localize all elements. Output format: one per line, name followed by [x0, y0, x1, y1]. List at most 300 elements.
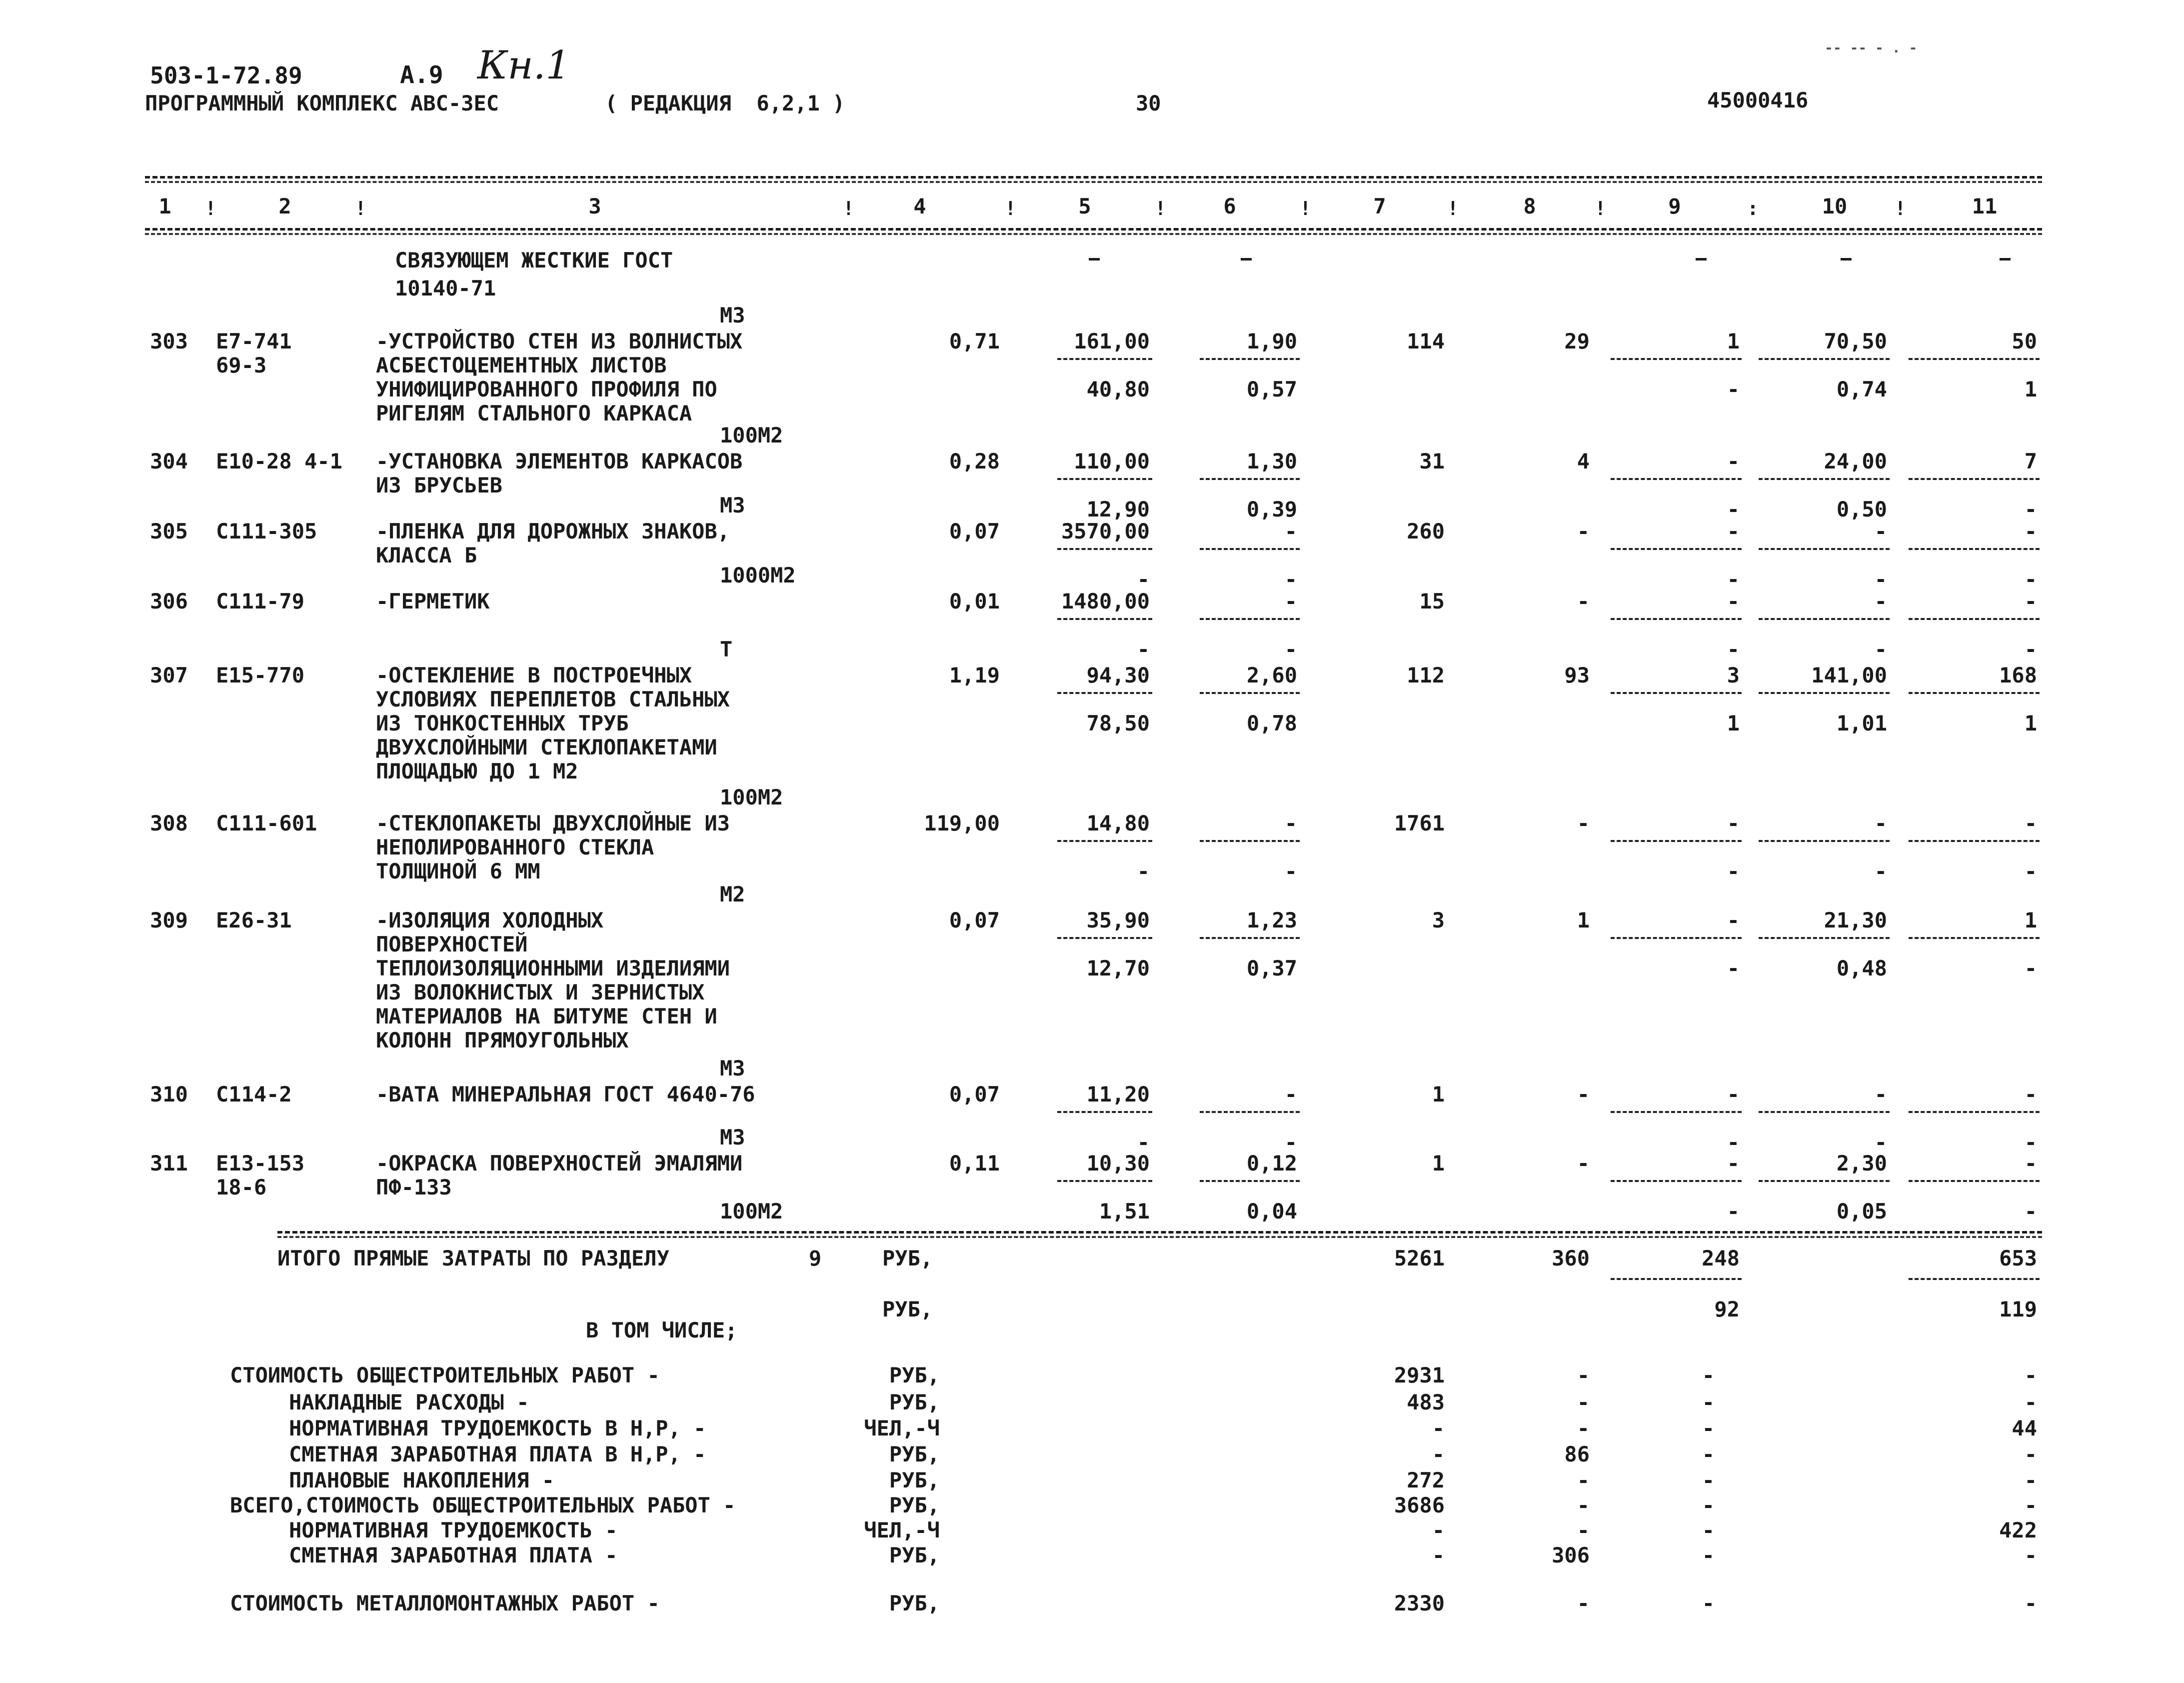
row-description: -ВАТА МИНЕРАЛЬНАЯ ГОСТ 4640-76	[376, 1082, 755, 1106]
cell-col-5: 161,00	[1074, 329, 1150, 354]
col-separator: !	[205, 198, 216, 220]
col-header-9: 9	[1668, 194, 1681, 218]
col-separator: !	[1895, 198, 1906, 220]
cell-wage-col-5: 78,50	[1086, 711, 1150, 736]
table-top-rule	[145, 176, 2042, 178]
split-line	[1611, 548, 1742, 550]
empty-dash	[1241, 258, 1252, 260]
col-header-3: 3	[588, 194, 601, 218]
split-line	[1909, 937, 2040, 939]
cell-col-7: 1761	[1394, 811, 1445, 836]
cell-wage-col-9: 1	[1727, 711, 1740, 736]
summary-col9: -	[1702, 1416, 1715, 1440]
cell-quantity: 0,07	[949, 1082, 1000, 1106]
split-line	[1909, 618, 2040, 620]
summary-label: ПЛАНОВЫЕ НАКОПЛЕНИЯ -	[289, 1468, 555, 1492]
summary-col11: -	[2024, 1468, 2037, 1492]
cell-col-6: -	[1284, 811, 1297, 836]
summary-col9: -	[1702, 1468, 1715, 1492]
cell-col-8: -	[1577, 1151, 1590, 1176]
summary-unit: РУБ,	[889, 1390, 940, 1414]
split-line	[1759, 840, 1890, 842]
row-unit: 100М2	[720, 1199, 783, 1224]
cell-col-9: -	[1727, 908, 1740, 932]
summary-col11: 44	[2012, 1416, 2037, 1440]
cell-col-11: -	[2024, 1082, 2037, 1106]
cell-col-9: -	[1727, 811, 1740, 836]
split-line	[1057, 937, 1152, 939]
split-line	[1611, 692, 1742, 694]
cell-quantity: 119,00	[924, 811, 1000, 836]
doc-number: 45000416	[1707, 88, 1809, 112]
row-description: РИГЕЛЯМ СТАЛЬНОГО КАРКАСА	[376, 401, 692, 426]
summary-col11: -	[2024, 1543, 2037, 1568]
cell-col-11: 1	[2024, 908, 2037, 932]
cell-col-7: 31	[1419, 449, 1445, 474]
cell-wage-col-11: -	[2024, 859, 2037, 884]
split-line	[1057, 358, 1152, 360]
col-header-8: 8	[1523, 194, 1536, 218]
split-line	[1057, 1111, 1152, 1113]
table-top-rule-2	[145, 181, 2042, 183]
cell-wage-col-10: 0,05	[1836, 1199, 1887, 1224]
summary-col7: 3686	[1394, 1493, 1445, 1518]
cell-wage-col-9: -	[1727, 1130, 1740, 1154]
cell-wage-col-6: 0,78	[1246, 711, 1297, 736]
cell-col-5: 94,30	[1086, 663, 1150, 688]
split-line	[1200, 937, 1300, 939]
row-number: 303	[150, 329, 188, 354]
split-line	[1057, 618, 1152, 620]
cell-wage-col-11: -	[2024, 1130, 2037, 1154]
totals-col9-wage: 92	[1714, 1297, 1740, 1322]
row-unit: 100М2	[720, 423, 783, 448]
summary-col9: -	[1702, 1390, 1715, 1414]
summary-col7: -	[1432, 1442, 1445, 1466]
col-separator: !	[1155, 198, 1166, 220]
col-header-10: 10	[1822, 194, 1848, 218]
split-line	[1909, 358, 2040, 360]
cell-wage-col-10: 0,48	[1836, 956, 1887, 980]
summary-col11: 422	[1999, 1518, 2037, 1542]
row-code: С114-2	[216, 1082, 292, 1106]
row-unit: М3	[720, 1125, 745, 1150]
row-description: ДВУХСЛОЙНЫМИ СТЕКЛОПАКЕТАМИ	[376, 735, 717, 760]
cell-col-6: 1,30	[1246, 449, 1297, 474]
cell-col-8: -	[1577, 811, 1590, 836]
summary-label: ВСЕГО,СТОИМОСТЬ ОБЩЕСТРОИТЕЛЬНЫХ РАБОТ -	[230, 1493, 736, 1518]
cell-wage-col-6: -	[1284, 859, 1297, 884]
cell-wage-col-10: -	[1874, 567, 1887, 592]
cell-col-5: 11,20	[1086, 1082, 1150, 1106]
summary-col8: -	[1577, 1591, 1590, 1616]
row-code-2: 69-3	[216, 353, 267, 378]
split-line	[1057, 548, 1152, 550]
split-line	[1759, 358, 1890, 360]
cell-quantity: 0,07	[949, 908, 1000, 932]
row-description: МАТЕРИАЛОВ НА БИТУМЕ СТЕН И	[376, 1004, 717, 1028]
row-number: 304	[150, 449, 188, 474]
row-description: -ИЗОЛЯЦИЯ ХОЛОДНЫХ	[376, 908, 604, 932]
cell-col-9: 3	[1727, 663, 1740, 688]
summary-col9: -	[1702, 1442, 1715, 1466]
cell-wage-col-11: -	[2024, 1199, 2037, 1224]
cell-col-11: -	[2024, 589, 2037, 614]
cell-wage-col-10: 0,74	[1836, 377, 1887, 402]
cell-wage-col-9: -	[1727, 1199, 1740, 1224]
cell-wage-col-5: 12,90	[1086, 497, 1150, 522]
row-description: НЕПОЛИРОВАННОГО СТЕКЛА	[376, 835, 654, 860]
col-header-11: 11	[1972, 194, 1998, 218]
row-code: С111-305	[216, 519, 317, 544]
cell-col-9: -	[1727, 1082, 1740, 1106]
col-separator: :	[1747, 198, 1759, 220]
row-number: 309	[150, 908, 188, 932]
row-description: -ОСТЕКЛЕНИЕ В ПОСТРОЕЧНЫХ	[376, 663, 692, 688]
split-line	[1909, 840, 2040, 842]
split-line	[1611, 1180, 1742, 1182]
row-description: ПОВЕРХНОСТЕЙ	[376, 932, 528, 956]
row-number: 308	[150, 811, 188, 836]
split-line	[1611, 618, 1742, 620]
cell-col-10: 2,30	[1836, 1151, 1887, 1176]
cell-col-6: 0,12	[1246, 1151, 1297, 1176]
row-code-2: 18-6	[216, 1175, 267, 1200]
row-code: Е10-28 4-1	[216, 449, 342, 474]
totals-unit: РУБ,	[882, 1246, 933, 1270]
cell-col-9: -	[1727, 589, 1740, 614]
row-code: С111-601	[216, 811, 317, 836]
row-code: Е13-153	[216, 1151, 305, 1176]
split-line	[1909, 478, 2040, 480]
cell-col-6: -	[1284, 589, 1297, 614]
program-name: ПРОГРАММНЫЙ КОМПЛЕКС АВС-3ЕС	[145, 91, 499, 116]
row-description: ТЕПЛОИЗОЛЯЦИОННЫМИ ИЗДЕЛИЯМИ	[376, 956, 730, 980]
summary-unit: РУБ,	[889, 1442, 940, 1466]
row-unit: Т	[720, 637, 733, 662]
cell-col-8: 29	[1564, 329, 1590, 354]
cell-wage-col-9: -	[1727, 859, 1740, 884]
continuation-text: 10140-71	[395, 276, 496, 300]
totals-top-rule	[277, 1231, 2042, 1234]
edition: ( РЕДАКЦИЯ 6,2,1 )	[605, 91, 845, 116]
cell-col-8: 93	[1564, 663, 1590, 688]
row-description: ИЗ ВОЛОКНИСТЫХ И ЗЕРНИСТЫХ	[376, 980, 705, 1004]
empty-dash	[2000, 258, 2011, 260]
empty-dash	[1841, 258, 1852, 260]
row-description: ИЗ ТОНКОСТЕННЫХ ТРУБ	[376, 711, 629, 736]
row-number: 311	[150, 1151, 188, 1176]
row-description: УНИФИЦИРОВАННОГО ПРОФИЛЯ ПО	[376, 377, 717, 402]
cell-col-11: -	[2024, 1151, 2037, 1176]
summary-label: НАКЛАДНЫЕ РАСХОДЫ -	[289, 1390, 529, 1414]
row-description: -ПЛЕНКА ДЛЯ ДОРОЖНЫХ ЗНАКОВ,	[376, 519, 730, 544]
col-separator: !	[843, 198, 854, 220]
cell-wage-col-9: -	[1727, 567, 1740, 592]
row-description: -ОКРАСКА ПОВЕРХНОСТЕЙ ЭМАЛЯМИ	[376, 1151, 743, 1176]
summary-unit: ЧЕЛ,-Ч	[864, 1518, 940, 1542]
row-description: ПЛОЩАДЬЮ ДО 1 М2	[376, 759, 578, 784]
split-line	[1759, 618, 1890, 620]
header-bottom-rule-2	[145, 233, 2042, 235]
cell-col-7: 3	[1432, 908, 1445, 932]
row-number: 306	[150, 589, 188, 614]
split-line	[1611, 1278, 1742, 1280]
doc-code: 503-1-72.89	[150, 62, 302, 89]
summary-col7: 2330	[1394, 1591, 1445, 1616]
cell-wage-col-10: 0,50	[1836, 497, 1887, 522]
cell-quantity: 0,07	[949, 519, 1000, 544]
cell-col-6: 1,23	[1246, 908, 1297, 932]
cell-wage-col-6: 0,39	[1246, 497, 1297, 522]
summary-label: СМЕТНАЯ ЗАРАБОТНАЯ ПЛАТА В Н,Р, -	[289, 1442, 706, 1466]
cell-wage-col-11: -	[2024, 497, 2037, 522]
row-description: ПФ-133	[376, 1175, 452, 1200]
summary-unit: РУБ,	[889, 1543, 940, 1568]
cell-wage-col-9: -	[1727, 377, 1740, 402]
cell-col-10: -	[1874, 519, 1887, 544]
totals-col11-wage: 119	[1999, 1297, 2037, 1322]
summary-col8: -	[1577, 1468, 1590, 1492]
summary-col7: 483	[1407, 1390, 1445, 1414]
split-line	[1611, 937, 1742, 939]
row-description: АСБЕСТОЦЕМЕНТНЫХ ЛИСТОВ	[376, 353, 667, 378]
cell-col-9: -	[1727, 449, 1740, 474]
summary-label: СМЕТНАЯ ЗАРАБОТНАЯ ПЛАТА -	[289, 1543, 618, 1568]
cell-col-10: 24,00	[1824, 449, 1887, 474]
empty-dash	[1696, 258, 1707, 260]
summary-col8: -	[1577, 1493, 1590, 1518]
cell-wage-col-5: -	[1137, 859, 1150, 884]
summary-col9: -	[1702, 1543, 1715, 1568]
cell-col-5: 35,90	[1086, 908, 1150, 932]
split-line	[1909, 1180, 2040, 1182]
col-header-7: 7	[1373, 194, 1386, 218]
row-code: Е7-741	[216, 329, 292, 354]
col-header-2: 2	[278, 194, 291, 218]
summary-col8: 306	[1552, 1543, 1590, 1568]
cell-wage-col-11: -	[2024, 637, 2037, 662]
page-number: 30	[1136, 91, 1161, 116]
summary-label: СТОИМОСТЬ МЕТАЛЛОМОНТАЖНЫХ РАБОТ -	[230, 1591, 660, 1616]
split-line	[1611, 478, 1742, 480]
cell-wage-col-9: -	[1727, 637, 1740, 662]
split-line	[1759, 692, 1890, 694]
summary-col7: 272	[1407, 1468, 1445, 1492]
cell-wage-col-10: -	[1874, 859, 1887, 884]
corner-mark: -- -- - . -	[1825, 40, 1918, 56]
row-unit: 100М2	[720, 785, 783, 810]
summary-unit: ЧЕЛ,-Ч	[864, 1416, 940, 1440]
split-line	[1611, 840, 1742, 842]
summary-col8: -	[1577, 1390, 1590, 1414]
cell-col-9: 1	[1727, 329, 1740, 354]
cell-wage-col-5: -	[1137, 1130, 1150, 1154]
row-unit: М3	[720, 303, 745, 328]
cell-col-10: 141,00	[1811, 663, 1887, 688]
cell-quantity: 0,11	[949, 1151, 1000, 1176]
summary-label: НОРМАТИВНАЯ ТРУДОЕМКОСТЬ В Н,Р, -	[289, 1416, 706, 1440]
cell-quantity: 0,28	[949, 449, 1000, 474]
cell-col-10: -	[1874, 589, 1887, 614]
row-description: -ГЕРМЕТИК	[376, 589, 490, 614]
summary-col7: 2931	[1394, 1363, 1445, 1388]
split-line	[1057, 840, 1152, 842]
split-line	[1057, 1180, 1152, 1182]
cell-col-8: -	[1577, 1082, 1590, 1106]
summary-col11: -	[2024, 1591, 2037, 1616]
cell-wage-col-5: 40,80	[1086, 377, 1150, 402]
col-separator: !	[1447, 198, 1459, 220]
cell-col-10: 21,30	[1824, 908, 1887, 932]
split-line	[1200, 692, 1300, 694]
row-code: Е15-770	[216, 663, 305, 688]
cell-wage-col-6: -	[1284, 567, 1297, 592]
col-header-1: 1	[158, 194, 171, 218]
summary-col7: -	[1432, 1543, 1445, 1568]
cell-col-8: -	[1577, 589, 1590, 614]
cell-col-7: 114	[1407, 329, 1445, 354]
cell-wage-col-6: 0,37	[1246, 956, 1297, 980]
col-header-5: 5	[1078, 194, 1091, 218]
cell-col-11: 50	[2012, 329, 2037, 354]
empty-dash	[1089, 258, 1100, 260]
split-line	[1909, 692, 2040, 694]
split-line	[1200, 618, 1300, 620]
summary-col9: -	[1702, 1591, 1715, 1616]
cell-wage-col-6: -	[1284, 1130, 1297, 1154]
cell-wage-col-5: -	[1137, 637, 1150, 662]
summary-label: СТОИМОСТЬ ОБЩЕСТРОИТЕЛЬНЫХ РАБОТ -	[230, 1363, 660, 1388]
cell-col-5: 3570,00	[1061, 519, 1150, 544]
cell-wage-col-9: -	[1727, 497, 1740, 522]
split-line	[1759, 548, 1890, 550]
summary-col11: -	[2024, 1363, 2037, 1388]
col-separator: !	[1300, 198, 1311, 220]
cell-col-10: -	[1874, 1082, 1887, 1106]
cell-wage-col-5: 1,51	[1099, 1199, 1150, 1224]
split-line	[1200, 478, 1300, 480]
summary-col8: -	[1577, 1416, 1590, 1440]
cell-col-8: 1	[1577, 908, 1590, 932]
cell-col-11: 7	[2024, 449, 2037, 474]
col-separator: !	[1005, 198, 1016, 220]
cell-wage-col-5: -	[1137, 567, 1150, 592]
split-line	[1759, 1180, 1890, 1182]
cell-wage-col-6: -	[1284, 637, 1297, 662]
cell-col-8: 4	[1577, 449, 1590, 474]
cell-col-9: -	[1727, 1151, 1740, 1176]
cell-col-7: 260	[1407, 519, 1445, 544]
cell-quantity: 1,19	[949, 663, 1000, 688]
totals-section: 9	[809, 1246, 822, 1270]
cell-col-5: 1480,00	[1061, 589, 1150, 614]
summary-col9: -	[1702, 1363, 1715, 1388]
cell-col-9: -	[1727, 519, 1740, 544]
summary-unit: РУБ,	[889, 1493, 940, 1518]
cell-wage-col-11: -	[2024, 567, 2037, 592]
cell-col-6: 1,90	[1246, 329, 1297, 354]
cell-col-7: 1	[1432, 1151, 1445, 1176]
split-line	[1200, 1111, 1300, 1113]
summary-col8: 86	[1564, 1442, 1590, 1466]
summary-col7: -	[1432, 1518, 1445, 1542]
cell-col-8: -	[1577, 519, 1590, 544]
summary-col11: -	[2024, 1493, 2037, 1518]
cell-col-6: -	[1284, 519, 1297, 544]
row-description: УСЛОВИЯХ ПЕРЕПЛЕТОВ СТАЛЬНЫХ	[376, 687, 730, 712]
cell-col-7: 15	[1419, 589, 1445, 614]
cell-wage-col-9: -	[1727, 956, 1740, 980]
cell-wage-col-11: 1	[2024, 377, 2037, 402]
cell-col-6: -	[1284, 1082, 1297, 1106]
row-number: 307	[150, 663, 188, 688]
cell-wage-col-10: -	[1874, 637, 1887, 662]
col-separator: !	[1595, 198, 1606, 220]
row-code: Е26-31	[216, 908, 292, 932]
row-description: ИЗ БРУСЬЕВ	[376, 473, 502, 498]
cell-col-7: 112	[1407, 663, 1445, 688]
split-line	[1611, 358, 1742, 360]
split-line	[1200, 840, 1300, 842]
cell-col-11: 168	[1999, 663, 2037, 688]
totals-unit: РУБ,	[882, 1297, 933, 1322]
split-line	[1611, 1111, 1742, 1113]
album-label: А.9	[400, 61, 443, 89]
cell-quantity: 0,71	[949, 329, 1000, 354]
row-description: ТОЛЩИНОЙ 6 ММ	[376, 859, 540, 884]
totals-col9: 248	[1702, 1246, 1740, 1270]
split-line	[1909, 1278, 2040, 1280]
summary-col9: -	[1702, 1493, 1715, 1518]
cell-wage-col-5: 12,70	[1086, 956, 1150, 980]
split-line	[1200, 548, 1300, 550]
cell-col-10: -	[1874, 811, 1887, 836]
col-header-4: 4	[913, 194, 926, 218]
continuation-text: СВЯЗУЮЩЕМ ЖЕСТКИЕ ГОСТ	[395, 248, 673, 272]
summary-col9: -	[1702, 1518, 1715, 1542]
cell-wage-col-6: 0,57	[1246, 377, 1297, 402]
row-description: КЛАССА Б	[376, 543, 477, 568]
cell-col-10: 70,50	[1824, 329, 1887, 354]
summary-unit: РУБ,	[889, 1591, 940, 1616]
cell-col-11: -	[2024, 811, 2037, 836]
col-separator: !	[355, 198, 366, 220]
row-description: -СТЕКЛОПАКЕТЫ ДВУХСЛОЙНЫЕ ИЗ	[376, 811, 730, 836]
summary-unit: РУБ,	[889, 1363, 940, 1388]
row-unit: М2	[720, 882, 745, 906]
split-line	[1057, 692, 1152, 694]
totals-col8: 360	[1552, 1246, 1590, 1270]
cell-col-5: 110,00	[1074, 449, 1150, 474]
split-line	[1909, 1111, 2040, 1113]
summary-col11: -	[2024, 1390, 2037, 1414]
totals-col11: 653	[1999, 1246, 2037, 1270]
cell-wage-col-6: 0,04	[1246, 1199, 1297, 1224]
totals-label: ИТОГО ПРЯМЫЕ ЗАТРАТЫ ПО РАЗДЕЛУ	[277, 1246, 669, 1270]
totals-top-rule-2	[277, 1236, 2042, 1238]
split-line	[1759, 1111, 1890, 1113]
cell-wage-col-10: -	[1874, 1130, 1887, 1154]
cell-quantity: 0,01	[949, 589, 1000, 614]
row-unit: М3	[720, 1056, 745, 1080]
row-number: 310	[150, 1082, 188, 1106]
cell-col-11: -	[2024, 519, 2037, 544]
summary-label: НОРМАТИВНАЯ ТРУДОЕМКОСТЬ -	[289, 1518, 618, 1542]
cell-wage-col-11: 1	[2024, 711, 2037, 736]
summary-col8: -	[1577, 1363, 1590, 1388]
split-line	[1200, 1180, 1300, 1182]
